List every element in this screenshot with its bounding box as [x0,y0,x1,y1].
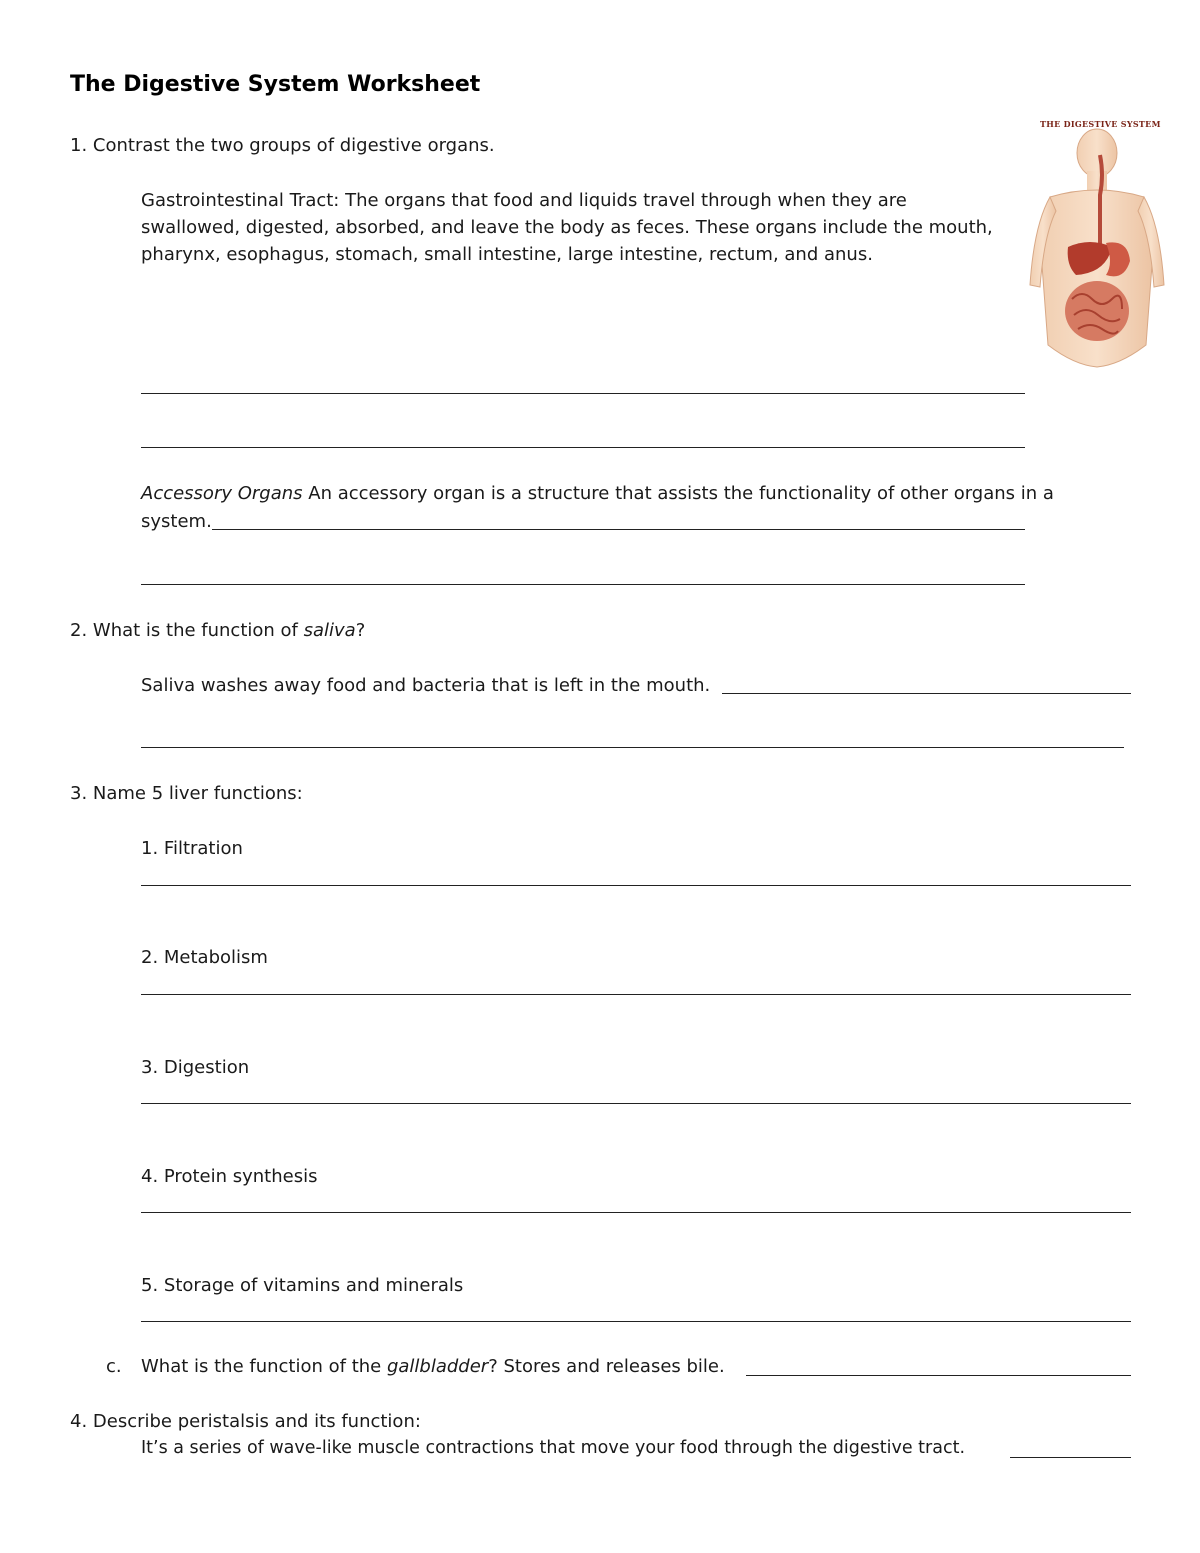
answer-line [141,994,1131,995]
accessory-organs-answer [141,480,1054,507]
gallbladder-term: gallbladder [386,1356,489,1377]
answer-line [746,1375,1131,1376]
question-3-prompt: 3. Name 5 liver functions: [70,783,303,804]
answer-line [141,885,1131,886]
gi-tract-line: pharynx, esophagus, stomach, small intestine, large intestine, rectum, and anus. [141,244,873,265]
answer-line [212,529,1025,530]
answer-line [141,1212,1131,1213]
saliva-answer: Saliva washes away food and bacteria that is left in the mouth. [141,675,711,696]
peristalsis-answer: It’s a series of wave-like muscle contractions that move your food through the digestive tract. [141,1438,966,1458]
question-1-prompt: 1. Contrast the two groups of digestive organs. [70,135,495,156]
anatomy-figure-icon [1020,115,1175,370]
gi-tract-line: swallowed, digested, absorbed, and leave the body as feces. These organs include the mouth, [141,217,993,238]
answer-line [722,693,1131,694]
gallbladder-question [141,1353,725,1380]
liver-function-item: 5. Storage of vitamins and minerals [141,1275,464,1296]
accessory-organs-end: system. [141,511,212,532]
liver-function-item: 3. Digestion [141,1057,250,1078]
question-4-prompt: 4. Describe peristalsis and its function: [70,1411,421,1432]
answer-line [141,747,1124,748]
question-2-prompt-end: ? [355,620,366,641]
answer-line [141,447,1025,448]
gi-tract-line: Gastrointestinal Tract: The organs that food and liquids travel through when they are [141,190,907,211]
question-2-prompt [70,617,365,644]
accessory-organs-term: Accessory Organs [141,483,303,504]
gallbladder-prompt-start: What is the function of the [141,1356,387,1377]
answer-line [141,1103,1131,1104]
saliva-term: saliva [303,620,356,641]
answer-line [141,584,1025,585]
liver-function-item: 2. Metabolism [141,947,268,968]
liver-function-item: 4. Protein synthesis [141,1166,318,1187]
question-3c-label: c. [106,1356,122,1377]
figure-caption: THE DIGESTIVE SYSTEM [1040,119,1161,129]
gi-tract-answer [141,187,1001,268]
question-2-prompt-start: 2. What is the function of [70,620,304,641]
accessory-organs-definition: An accessory organ is a structure that assists the functionality of other organs in a [302,483,1054,504]
gallbladder-answer: ? Stores and releases bile. [488,1356,725,1377]
digestive-system-illustration [1020,115,1175,370]
answer-line [141,393,1025,394]
liver-function-item: 1. Filtration [141,838,243,859]
answer-line [141,1321,1131,1322]
answer-line [1010,1457,1131,1458]
page-title: The Digestive System Worksheet [70,72,481,97]
